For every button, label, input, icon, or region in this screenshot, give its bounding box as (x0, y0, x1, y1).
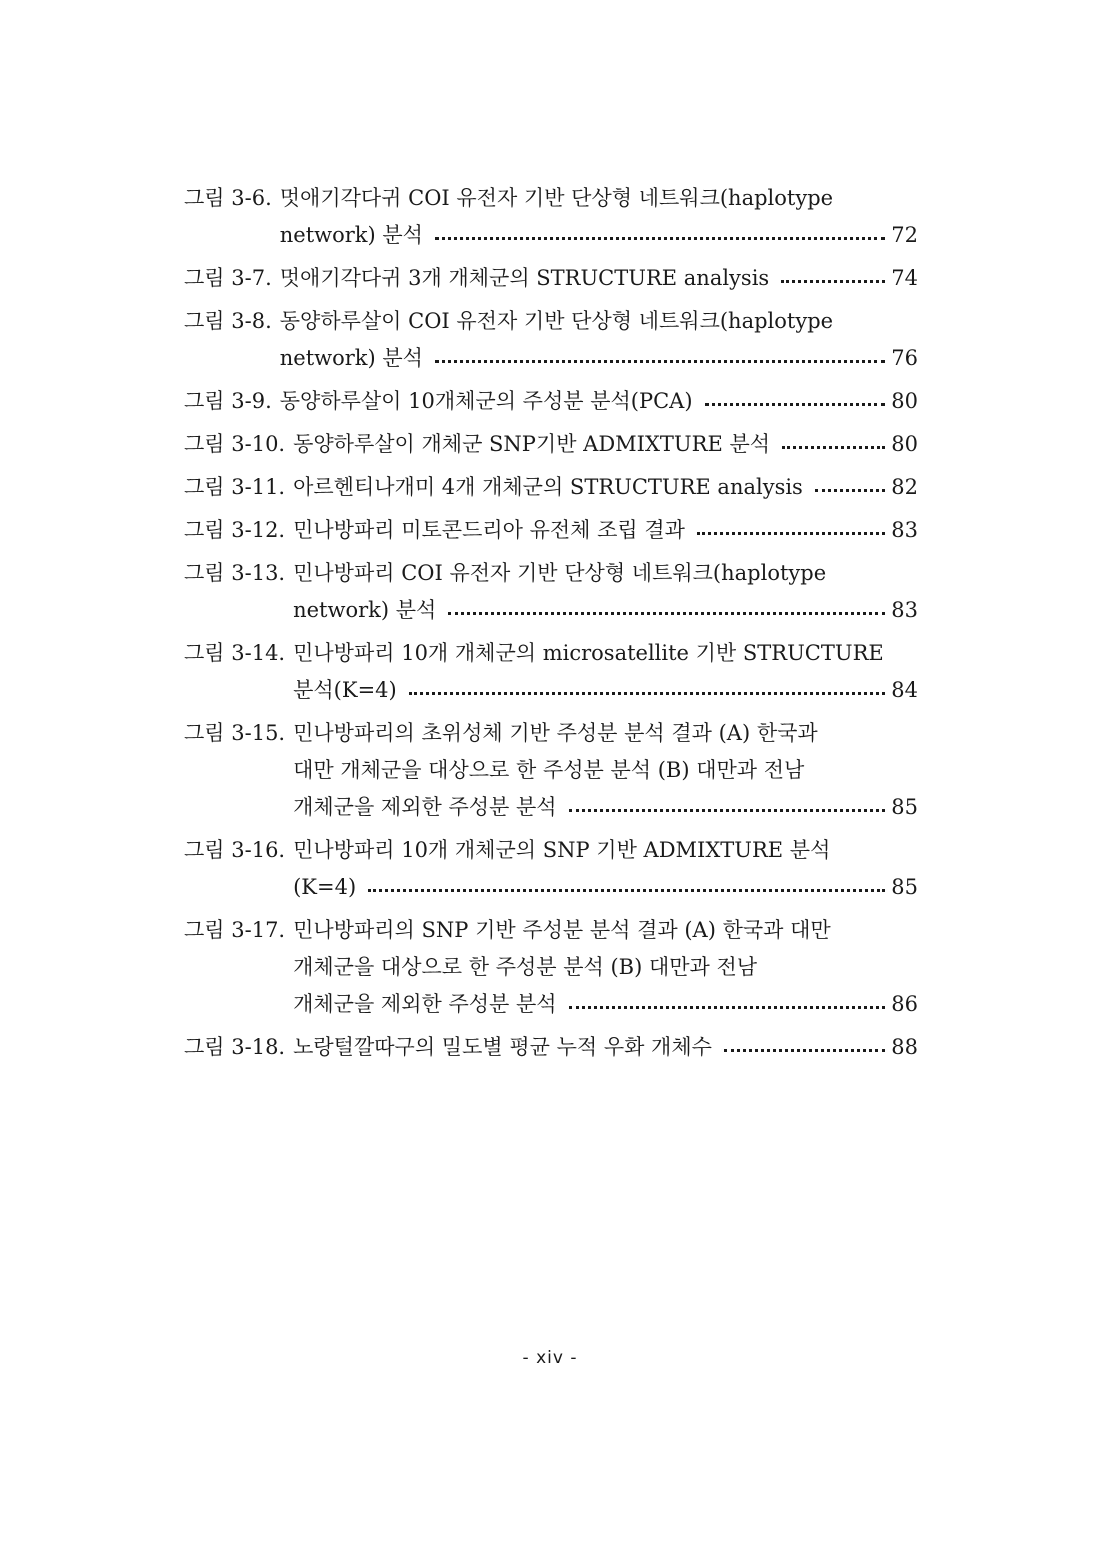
figure-number: 그림 3-15. (184, 721, 286, 745)
page-reference: 83 (891, 518, 918, 542)
page-reference: 86 (891, 992, 918, 1016)
figure-number: 그림 3-7. (184, 266, 272, 290)
figure-number: 그림 3-10. (184, 432, 286, 456)
toc-entry-line (184, 635, 918, 672)
toc-entry-line (184, 303, 918, 340)
toc-entry-line (184, 217, 918, 254)
dot-leader (724, 1049, 885, 1052)
figure-title: 노랑털깔따구의 밀도별 평균 누적 우화 개체수 (293, 1035, 712, 1059)
figure-title: network) 분석 (279, 346, 423, 370)
toc-entry[interactable] (184, 303, 918, 383)
figure-number: 그림 3-13. (184, 561, 286, 585)
figure-title: 민나방파리의 SNP 기반 주성분 분석 결과 (A) 한국과 대만 (293, 918, 831, 942)
toc-entry-line (184, 512, 918, 549)
page-reference: 88 (891, 1035, 918, 1059)
toc-entry-line (184, 592, 918, 629)
toc-entry-line (184, 912, 918, 949)
figure-title: 대만 개체군을 대상으로 한 주성분 분석 (B) 대만과 전남 (293, 758, 805, 782)
list-of-figures (184, 180, 918, 1072)
page-reference: 76 (891, 346, 918, 370)
figure-title: 민나방파리 10개 개체군의 microsatellite 기반 STRUCTURE (293, 641, 884, 665)
figure-number: 그림 3-8. (184, 309, 272, 333)
toc-entry-line (184, 555, 918, 592)
toc-entry[interactable] (184, 260, 918, 303)
toc-entry-line (184, 383, 918, 420)
toc-entry[interactable] (184, 635, 918, 715)
figure-title: 멋애기각다귀 COI 유전자 기반 단상형 네트워크(haplotype (279, 186, 834, 210)
figure-title: 민나방파리의 초위성체 기반 주성분 분석 결과 (A) 한국과 (293, 721, 818, 745)
figure-number: 그림 3-18. (184, 1035, 286, 1059)
toc-entry[interactable] (184, 383, 918, 426)
dot-leader (409, 692, 886, 695)
toc-entry[interactable] (184, 555, 918, 635)
figure-title: 민나방파리 미토콘드리아 유전체 조립 결과 (293, 518, 685, 542)
toc-entry-line (184, 715, 918, 752)
page-reference: 72 (891, 223, 918, 247)
figure-title: 민나방파리 COI 유전자 기반 단상형 네트워크(haplotype (293, 561, 827, 585)
page-reference: 74 (891, 266, 918, 290)
toc-entry[interactable] (184, 512, 918, 555)
dot-leader (368, 889, 885, 892)
page-reference: 82 (891, 475, 918, 499)
dot-leader (569, 809, 886, 812)
figure-number: 그림 3-9. (184, 389, 272, 413)
figure-title: 멋애기각다귀 3개 개체군의 STRUCTURE analysis (279, 266, 770, 290)
page-reference: 85 (891, 875, 918, 899)
toc-entry[interactable] (184, 426, 918, 469)
dot-leader (448, 612, 885, 615)
dot-leader (569, 1006, 886, 1009)
toc-entry-line (184, 260, 918, 297)
figure-title: 동양하루살이 10개체군의 주성분 분석(PCA) (279, 389, 693, 413)
figure-title: 개체군을 대상으로 한 주성분 분석 (B) 대만과 전남 (293, 955, 758, 979)
figure-title: 아르헨티나개미 4개 개체군의 STRUCTURE analysis (293, 475, 803, 499)
dot-leader (435, 360, 885, 363)
toc-entry-line (184, 949, 918, 986)
dot-leader (782, 446, 885, 449)
toc-entry-line (184, 789, 918, 826)
page-reference: 83 (891, 598, 918, 622)
figure-title: 개체군을 제외한 주성분 분석 (293, 795, 557, 819)
toc-entry-line (184, 340, 918, 377)
figure-number: 그림 3-14. (184, 641, 286, 665)
toc-entry[interactable] (184, 1029, 918, 1072)
page-number: - xiv - (522, 1348, 578, 1368)
toc-entry-line (184, 469, 918, 506)
toc-entry[interactable] (184, 912, 918, 1029)
dot-leader (815, 489, 885, 492)
toc-entry-line (184, 180, 918, 217)
toc-entry-line (184, 986, 918, 1023)
toc-entry[interactable] (184, 469, 918, 512)
page-reference: 80 (891, 432, 918, 456)
toc-entry-line (184, 426, 918, 463)
toc-entry-line (184, 672, 918, 709)
toc-entry-line (184, 1029, 918, 1066)
toc-entry[interactable] (184, 180, 918, 260)
page-reference: 84 (891, 678, 918, 702)
dot-leader (781, 280, 885, 283)
figure-number: 그림 3-16. (184, 838, 286, 862)
figure-number: 그림 3-6. (184, 186, 272, 210)
figure-title: network) 분석 (293, 598, 437, 622)
figure-title: 동양하루살이 COI 유전자 기반 단상형 네트워크(haplotype (279, 309, 834, 333)
toc-entry-line (184, 869, 918, 906)
page-reference: 80 (891, 389, 918, 413)
figure-number: 그림 3-17. (184, 918, 286, 942)
toc-entry-line (184, 752, 918, 789)
dot-leader (697, 532, 885, 535)
figure-title: 동양하루살이 개체군 SNP기반 ADMIXTURE 분석 (293, 432, 771, 456)
figure-title: 개체군을 제외한 주성분 분석 (293, 992, 557, 1016)
figure-number: 그림 3-11. (184, 475, 286, 499)
toc-entry[interactable] (184, 715, 918, 832)
toc-entry[interactable] (184, 832, 918, 912)
figure-number: 그림 3-12. (184, 518, 286, 542)
dot-leader (705, 403, 886, 406)
toc-entry-line (184, 832, 918, 869)
dot-leader (435, 237, 885, 240)
figure-title: 민나방파리 10개 개체군의 SNP 기반 ADMIXTURE 분석 (293, 838, 831, 862)
figure-title: (K=4) (293, 875, 357, 899)
figure-title: 분석(K=4) (293, 678, 397, 702)
page-reference: 85 (891, 795, 918, 819)
figure-title: network) 분석 (279, 223, 423, 247)
